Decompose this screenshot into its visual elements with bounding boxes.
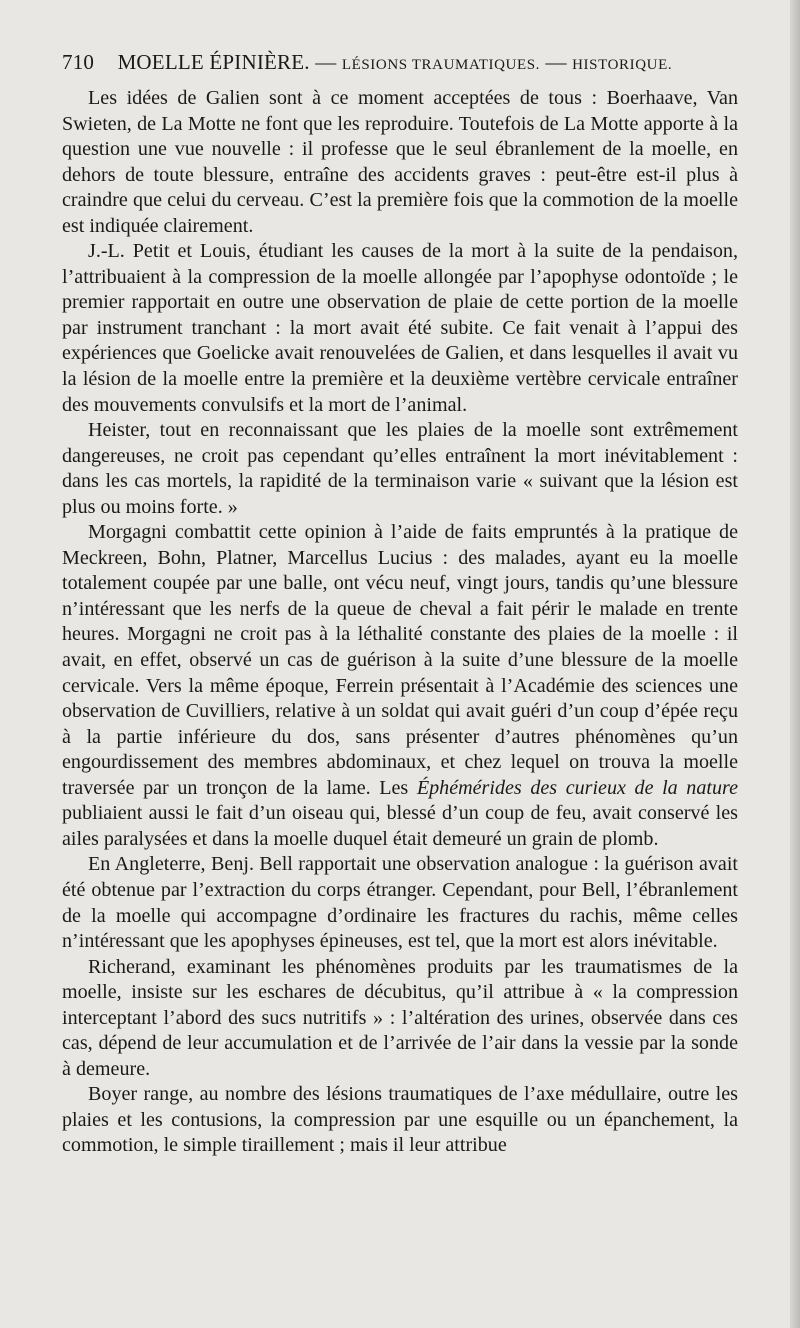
- page-number: 710: [62, 50, 95, 74]
- paragraph-morgagni: [62, 520, 738, 852]
- header-title: MOELLE ÉPINIÈRE.: [117, 50, 310, 74]
- italic-title: Éphémérides des curieux de la nature: [416, 776, 738, 799]
- header-subsection: HISTORIQUE.: [572, 57, 673, 73]
- paragraph-bell: En Angleterre, Benj. Bell rapportait une observation analogue : la guérison avait été obtenue par l’extraction du corps étranger. Cependant, pour Bell, l’ébranlement de la moelle qui accompagne d’ordinaire les fractures du rachis, même celles n’intéressant que les apophyses épineuses, est tel, que la mort est alors inévitable.: [62, 853, 738, 953]
- paragraph-petit-louis: J.-L. Petit et Louis, étudiant les causes de la mort à la suite de la pendaison, l’attribuaient à la compression de la moelle allongée par l’apophyse odontoïde ; le premier rapportait en outre une observation de plaie de cette portion de la moelle par instrument tranchant : la mort avait été subite. Ce fait venait à l’appui des expériences que Goelicke avait renouvelées de Galien, et dans lesquelles il avait vu la lésion de la moelle entre la première et la deuxième vertèbre cervicale entraîner des mouvements convulsifs et la mort de l’animal.: [62, 240, 738, 416]
- header-separator: —: [315, 50, 337, 74]
- body-text: [62, 86, 738, 1159]
- paragraph-text: publiaient aussi le fait d’un oiseau qui, blessé d’un coup de feu, avait conservé les ailes paralysées et dans la moelle duquel était demeuré un grain de plomb.: [62, 802, 738, 850]
- paragraph-text: Morgagni combattit cette opinion à l’aide de faits empruntés à la pratique de Meckreen, Bohn, Platner, Marcellus Lucius : des malades, ayant eu la moelle totalement coupée par une balle, ont vécu neuf, vingt jours, tandis qu’une blessure n’intéressant que les nerfs de la queue de cheval a fait périr le malade en trente heures. Morgagni ne croit pas à la léthalité constante des plaies de la moelle : il avait, en effet, observé un cas de guérison à la suite d’une blessure de la moelle cervicale. Vers la même époque, Ferrein présentait à l’Académie des sciences une observation de Cuvilliers, relative à un soldat qui avait guéri d’un coup d’épée reçu à la partie inférieure du dos, sans présenter d’autres phénomènes qu’un engourdissement des membres abdominaux, et chez lequel on trouva la moelle traversée par un tronçon de la lame. Les: [62, 521, 738, 799]
- paragraph-galien: Les idées de Galien sont à ce moment acceptées de tous : Boerhaave, Van Swieten, de La Motte ne font que les reproduire. Toutefois de La Motte apporte à la question une vue nouvelle : il professe que le seul ébranlement de la moelle, en dehors de toute blessure, entraîne des accidents graves : peut-être est-il plus à craindre que celui du cerveau. C’est la première fois que la commotion de la moelle est indiquée clairement.: [62, 87, 738, 237]
- paragraph-boyer: Boyer range, au nombre des lésions traumatiques de l’axe médullaire, outre les plaies et les contusions, la compression par une esquille ou un épanchement, la commotion, le simple tiraillement ; mais il leur attribue: [62, 1083, 738, 1157]
- header-section: LÉSIONS TRAUMATIQUES.: [341, 57, 541, 73]
- paragraph-richerand: Richerand, examinant les phénomènes produits par les traumatismes de la moelle, insiste sur les eschares de décubitus, qu’il attribue à « la compression interceptant l’abord des sucs nutritifs » : l’altération des urines, observée dans ces cas, dépend de leur accumulation et de l’arrivée de l’air dans la vessie par la sonde à demeure.: [62, 955, 738, 1080]
- running-header: [62, 50, 752, 82]
- paragraph-heister: Heister, tout en reconnaissant que les plaies de la moelle sont extrêmement dangereuses, ne croit pas cependant qu’elles entraînent la mort inévitablement : dans les cas mortels, la rapidité de la terminaison varie « suivant que la lésion est plus ou moins forte. »: [62, 419, 738, 518]
- page-edge: [790, 0, 800, 1328]
- header-separator: —: [545, 50, 567, 74]
